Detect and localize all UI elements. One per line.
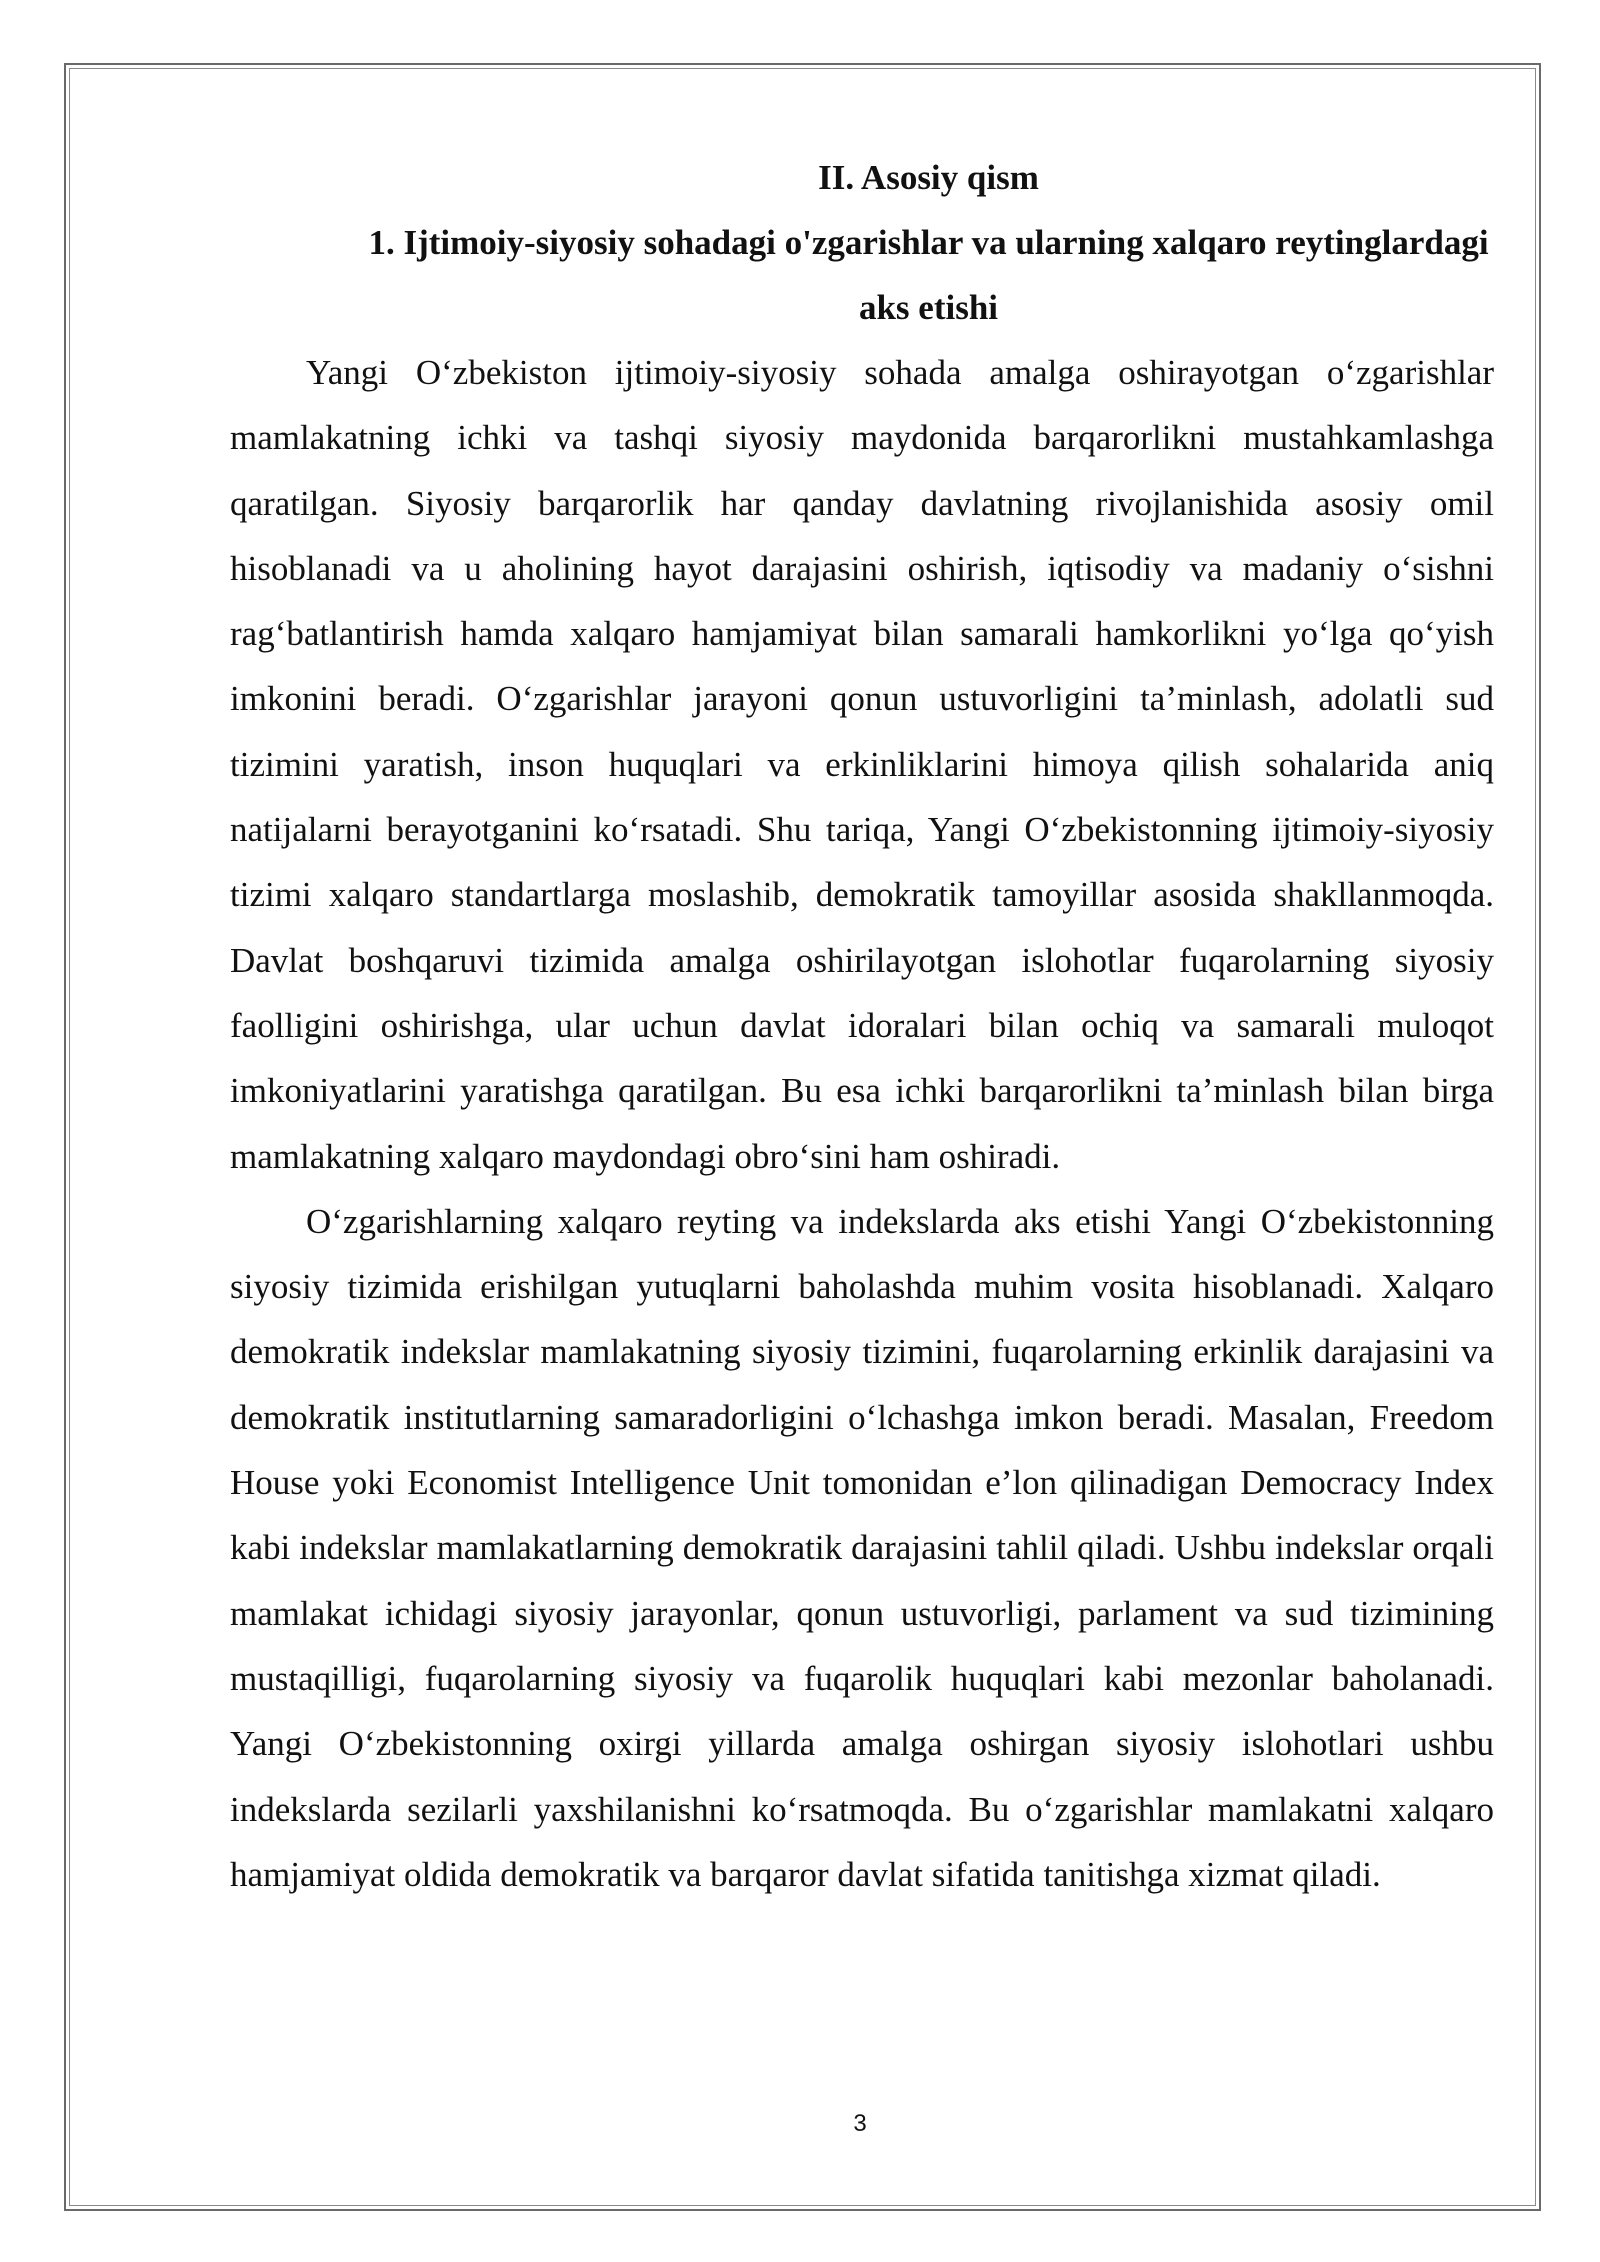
- paragraph-1: Yangi O‘zbekiston ijtimoiy-siyosiy sohada amalga oshirayotgan o‘zgarishlar mamlakatning ichki va tashqi siyosiy maydonida barqarorlikni mustahkamlashga qaratilgan. Siyosiy barqarorlik har qanday davlatning rivojlanishida asosiy omil hisoblanadi va u aholining hayot darajasini oshirish, iqtisodiy va madaniy o‘sishni rag‘batlantirish hamda xalqaro hamjamiyat bilan samarali hamkorlikni yo‘lga qo‘yish imkonini beradi. O‘zgarishlar jarayoni qonun ustuvorligini ta’minlash, adolatli sud tizimini yaratish, inson huquqlari va erkinliklarini himoya qilish sohalarida aniq natijalarni berayotganini ko‘rsatadi. Shu tariqa, Yangi O‘zbekistonning ijtimoiy-siyosiy tizimi xalqaro standartlarga moslashib, demokratik tamoyillar asosida shakllanmoqda. Davlat boshqaruvi tizimida amalga oshirilayotgan islohotlar fuqarolarning siyosiy faolligini oshirishga, ular uchun davlat idoralari bilan ochiq va samarali muloqot imkoniyatlarini yaratishga qaratilgan. Bu esa ichki barqarorlikni ta’minlash bilan birga mamlakatning xalqaro maydondagi obro‘sini ham oshiradi.: [230, 353, 1494, 1176]
- paragraph-2: O‘zgarishlarning xalqaro reyting va indekslarda aks etishi Yangi O‘zbekistonning siyosiy tizimida erishilgan yutuqlarni baholashda muhim vosita hisoblanadi. Xalqaro demokratik indekslar mamlakatning siyosiy tizimini, fuqarolarning erkinlik darajasini va demokratik institutlarning samaradorligini o‘lchashga imkon beradi. Masalan, Freedom House yoki Economist Intelligence Unit tomonidan e’lon qilinadigan Democracy Index kabi indekslar mamlakatlarning demokratik darajasini tahlil qiladi. Ushbu indekslar orqali mamlakat ichidagi siyosiy jarayonlar, qonun ustuvorligi, parlament va sud tizimining mustaqilligi, fuqarolarning siyosiy va fuqarolik huquqlari kabi mezonlar baholanadi. Yangi O‘zbekistonning oxirgi yillarda amalga oshirgan siyosiy islohotlari ushbu indekslarda sezilarli yaxshilanishni ko‘rsatmoqda. Bu o‘zgarishlar mamlakatni xalqaro hamjamiyat oldida demokratik va barqaror davlat sifatida tanitishga xizmat qiladi.: [230, 1201, 1494, 1894]
- subsection-title: 1. Ijtimoiy-siyosiy sohadagi o'zgarishlar va ularning xalqaro reytinglardagi aks etishi: [368, 223, 1489, 327]
- section-title: II. Asosiy qism: [818, 158, 1039, 197]
- page-number: 3: [853, 2110, 867, 2137]
- page-content: [230, 145, 1494, 1907]
